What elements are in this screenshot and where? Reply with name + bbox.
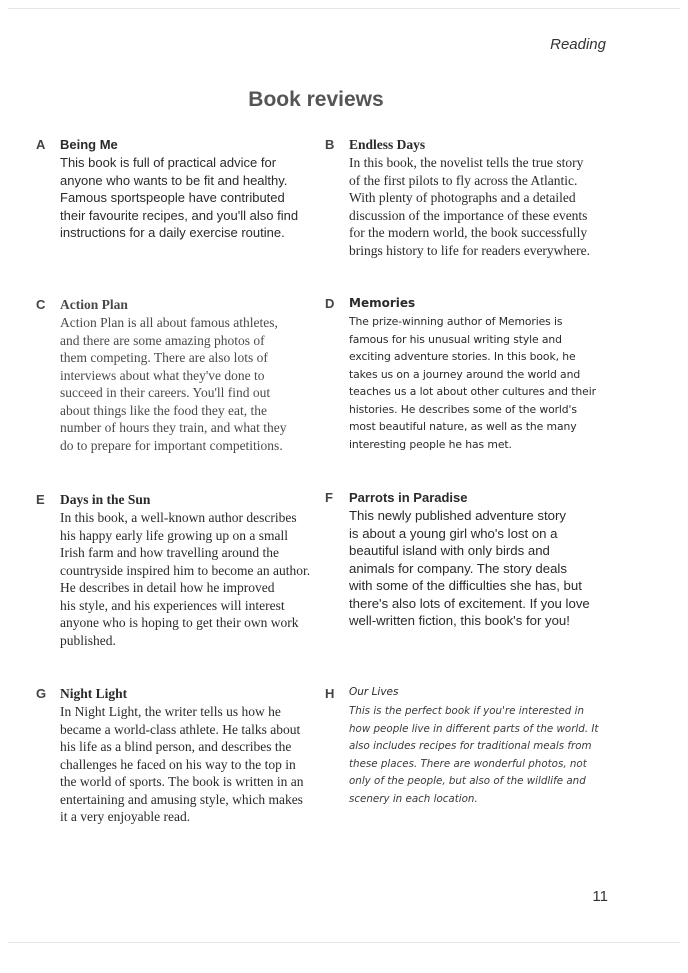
review-line: scenery in each location. [349, 792, 478, 805]
review-line: his life as a blind person, and describes the [60, 739, 292, 754]
review-line: about things like the food they eat, the [60, 402, 267, 418]
review-line: his style, and his experiences will interest [60, 597, 285, 613]
review-line: This newly published adventure story [349, 508, 566, 523]
review-line: is about a young girl who's lost on a [349, 525, 558, 541]
review-body [60, 314, 286, 454]
review-letter: D [325, 296, 335, 311]
page-title: Book reviews [248, 88, 384, 111]
review-title: Our Lives [349, 686, 399, 698]
review-line: instructions for a daily exercise routine. [60, 225, 285, 240]
review-title: Endless Days [349, 137, 426, 152]
review-line: With plenty of photographs and a detailed [349, 190, 576, 205]
review-line: exciting adventure stories. In this book, he [349, 350, 576, 363]
review-body [60, 154, 298, 242]
review-line: them competing. There are also lots of [60, 350, 268, 365]
top-divider [8, 8, 680, 9]
section-label: Reading [550, 36, 606, 53]
review-line: famous for his unusual writing style and [349, 332, 562, 346]
review-line: anyone who wants to be fit and healthy. [60, 172, 288, 188]
review-letter: G [36, 686, 47, 701]
review-line: these places. There are wonderful photos, not [349, 757, 587, 770]
review-title: Action Plan [60, 297, 128, 312]
review-line: with some of the difficulties she has, but [349, 578, 582, 593]
review-line: how people live in different parts of the world. It [349, 722, 599, 735]
review-line: number of hours they train, and what they [60, 420, 287, 435]
review-letter: B [325, 137, 335, 152]
review-title: Memories [349, 296, 416, 310]
review-line: there's also lots of excitement. If you love [349, 595, 590, 611]
review-line: interesting people he has met. [349, 437, 512, 451]
review-title: Being Me [60, 137, 118, 152]
review-letter: A [36, 137, 46, 152]
review-title: Night Light [60, 686, 128, 701]
review-line: the world of sports. The book is written in an [60, 774, 304, 789]
review-line: Action Plan is all about famous athletes, [60, 315, 278, 330]
review-line: it a very enjoyable read. [60, 809, 191, 824]
review-line: do to prepare for important competitions. [60, 437, 283, 453]
review-line: of the first pilots to fly across the Atlantic. [349, 172, 578, 188]
review-line: published. [60, 632, 116, 648]
review-line: and there are some amazing photos of [60, 332, 265, 348]
review-body [60, 509, 310, 649]
review-line: his happy early life growing up on a small [60, 527, 288, 543]
review-line: histories. He describes some of the world's [349, 402, 577, 416]
review-line: interviews about what they've done to [60, 367, 265, 383]
review-line: also includes recipes for traditional meals from [349, 740, 592, 752]
review-body [349, 313, 596, 453]
review-line: teaches us a lot about other cultures and their [349, 385, 596, 398]
review-line: In this book, the novelist tells the true story [349, 155, 584, 170]
bottom-divider [8, 942, 680, 943]
review-line: challenges he faced on his way to the top in [60, 756, 296, 772]
review-line: This book is full of practical advice for [60, 155, 277, 170]
review-line: anyone who is hoping to get their own work [60, 615, 299, 630]
review-line: beautiful island with only birds and [349, 543, 550, 558]
review-line: takes us on a journey around the world and [349, 367, 581, 381]
review-line: This is the perfect book if you're interested in [349, 705, 585, 717]
review-line: their favourite recipes, and you'll also find [60, 207, 299, 223]
review-body [349, 507, 590, 630]
review-body [349, 703, 598, 808]
review-title: Days in the Sun [60, 492, 151, 507]
review-line: In Night Light, the writer tells us how he [60, 704, 281, 719]
review-line: Famous sportspeople have contributed [60, 190, 285, 205]
review-line: The prize-winning author of Memories is [349, 315, 563, 328]
review-line: for the modern world, the book successfully [349, 225, 588, 240]
review-line: only of the people, but also of the wildlife and [349, 775, 586, 787]
page-number: 11 [592, 888, 608, 905]
review-line: became a world-class athlete. He talks about [60, 721, 301, 737]
review-letter: C [36, 297, 46, 312]
review-line: Irish farm and how travelling around the [60, 545, 279, 560]
review-line: animals for company. The story deals [349, 560, 567, 576]
review-line: entertaining and amusing style, which makes [60, 791, 303, 807]
review-letter: F [325, 490, 333, 505]
review-body [349, 154, 590, 259]
review-line: discussion of the importance of these events [349, 207, 588, 223]
review-line: In this book, a well-known author describes [60, 510, 297, 525]
review-line: He describes in detail how he improved [60, 580, 275, 595]
review-letter: E [36, 492, 45, 507]
review-body [60, 703, 303, 826]
review-line: countryside inspired him to become an author. [60, 562, 311, 578]
review-letter: H [325, 686, 335, 701]
review-line: well-written fiction, this book's for you! [349, 613, 570, 628]
review-line: succeed in their careers. You'll find out [60, 385, 271, 400]
review-title: Parrots in Paradise [349, 490, 468, 505]
review-line: most beautiful nature, as well as the many [349, 420, 577, 433]
review-line: brings history to life for readers everywhere. [349, 242, 591, 258]
